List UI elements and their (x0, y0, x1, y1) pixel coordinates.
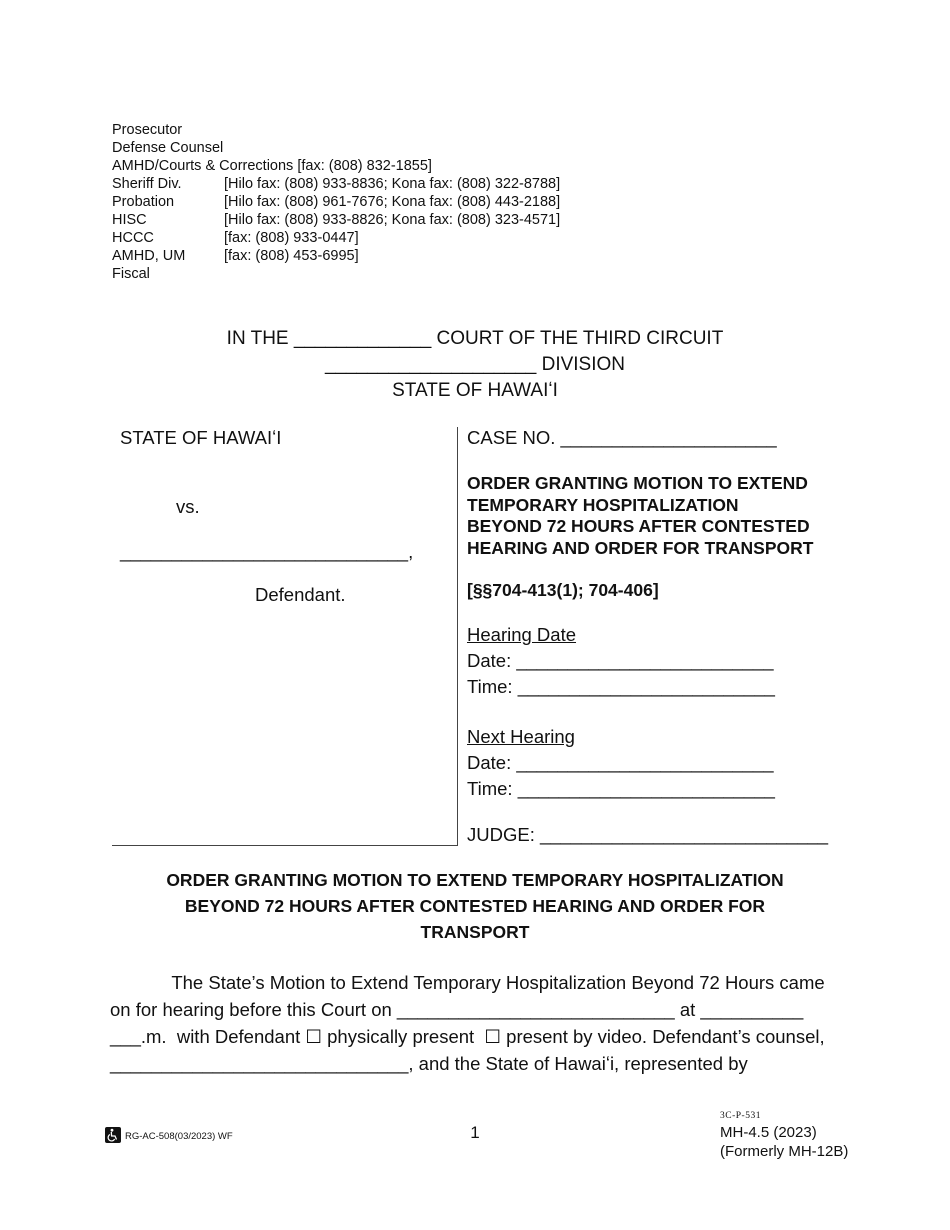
recipient-label: Fiscal (112, 266, 150, 282)
caption-title-line: ORDER GRANTING MOTION TO EXTEND (467, 473, 808, 493)
recipient-fax: [Hilo fax: (808) 933-8836; Kona fax: (808) 322-8788] (224, 176, 561, 192)
order-body (110, 969, 840, 1077)
recipient-fax: [fax: (808) 933-0447] (224, 230, 359, 246)
defendant-name-blank: ____________________________, (120, 541, 414, 562)
distribution-row (112, 247, 560, 265)
distribution-row (112, 193, 560, 211)
caption-divider-vertical (457, 427, 458, 846)
order-title-line: ORDER GRANTING MOTION TO EXTEND TEMPORARY HOSPITALIZATION (166, 870, 784, 890)
case-number-field: CASE NO. _____________________ (467, 427, 777, 448)
page-number: 1 (470, 1123, 480, 1142)
next-hearing-date-field: Date: _________________________ (467, 752, 774, 773)
recipient-fax: [Hilo fax: (808) 961-7676; Kona fax: (808) 443-2188] (224, 194, 561, 210)
order-title-line: BEYOND 72 HOURS AFTER CONTESTED HEARING AND ORDER FOR (184, 896, 766, 916)
distribution-row (112, 211, 560, 229)
recipient-label: Sheriff Div. (112, 176, 182, 192)
recipient-label: AMHD/Courts & Corrections [fax: (808) 832-1855] (112, 158, 432, 174)
hearing-time-field: Time: _________________________ (467, 676, 775, 697)
caption-title-line: HEARING AND ORDER FOR TRANSPORT (467, 537, 814, 558)
court-heading-state: STATE OF HAWAIʻI (392, 380, 558, 401)
caption-divider-horizontal (112, 845, 457, 846)
recipient-label: Probation (112, 194, 175, 210)
accessibility-form-code: RG-AC-508(03/2023) WF (125, 1131, 233, 1142)
next-hearing-time-field: Time: _________________________ (467, 778, 775, 799)
form-code: 3C-P-531 (720, 1111, 761, 1121)
body-line: The State’s Motion to Extend Temporary Hospitalization Beyond 72 Hours came (110, 972, 825, 993)
distribution-row (112, 121, 560, 139)
distribution-row (112, 175, 560, 193)
recipient-label: Prosecutor (112, 122, 183, 138)
judge-field: JUDGE: ____________________________ (467, 824, 829, 845)
statute-reference: [§§704-413(1); 704-406] (467, 580, 659, 600)
court-heading-line1: IN THE _____________ COURT OF THE THIRD CIRCUIT (226, 328, 724, 349)
caption-title-line: TEMPORARY HOSPITALIZATION (467, 494, 739, 515)
body-line: ___.m. with Defendant ☐ physically present ☐ present by video. Defendant’s counsel, (110, 1026, 825, 1047)
order-title (112, 867, 838, 945)
recipient-label: HCCC (112, 230, 154, 246)
distribution-row (112, 265, 560, 283)
distribution-row (112, 157, 560, 175)
order-title-line: TRANSPORT (420, 922, 530, 942)
body-line: on for hearing before this Court on ___________________________ at __________ (110, 999, 804, 1020)
hearing-date-field: Date: _________________________ (467, 650, 774, 671)
form-number: MH-4.5 (2023) (720, 1124, 817, 1141)
caption-title (467, 473, 813, 559)
caption-title-line: BEYOND 72 HOURS AFTER CONTESTED (467, 516, 810, 536)
recipient-fax: [Hilo fax: (808) 933-8826; Kona fax: (808) 323-4571] (224, 212, 561, 228)
defendant-label: Defendant. (255, 584, 346, 605)
distribution-row (112, 139, 560, 157)
hearing-date-heading: Hearing Date (467, 624, 577, 645)
recipient-label: AMHD, UM (112, 248, 186, 264)
court-heading-division: ____________________ DIVISION (324, 354, 626, 375)
formerly-form-number: (Formerly MH-12B) (720, 1143, 849, 1160)
recipient-label: HISC (112, 212, 147, 228)
recipient-label: Defense Counsel (112, 140, 224, 156)
recipient-fax: [fax: (808) 453-6995] (224, 248, 359, 264)
distribution-list (112, 121, 560, 283)
next-hearing-heading: Next Hearing (467, 726, 575, 747)
versus-label: vs. (176, 496, 200, 517)
plaintiff-name: STATE OF HAWAIʻI (120, 427, 282, 448)
distribution-row (112, 229, 560, 247)
form-number-block (720, 1123, 848, 1161)
body-line: _____________________________, and the State of Hawaiʻi, represented by (110, 1053, 748, 1074)
